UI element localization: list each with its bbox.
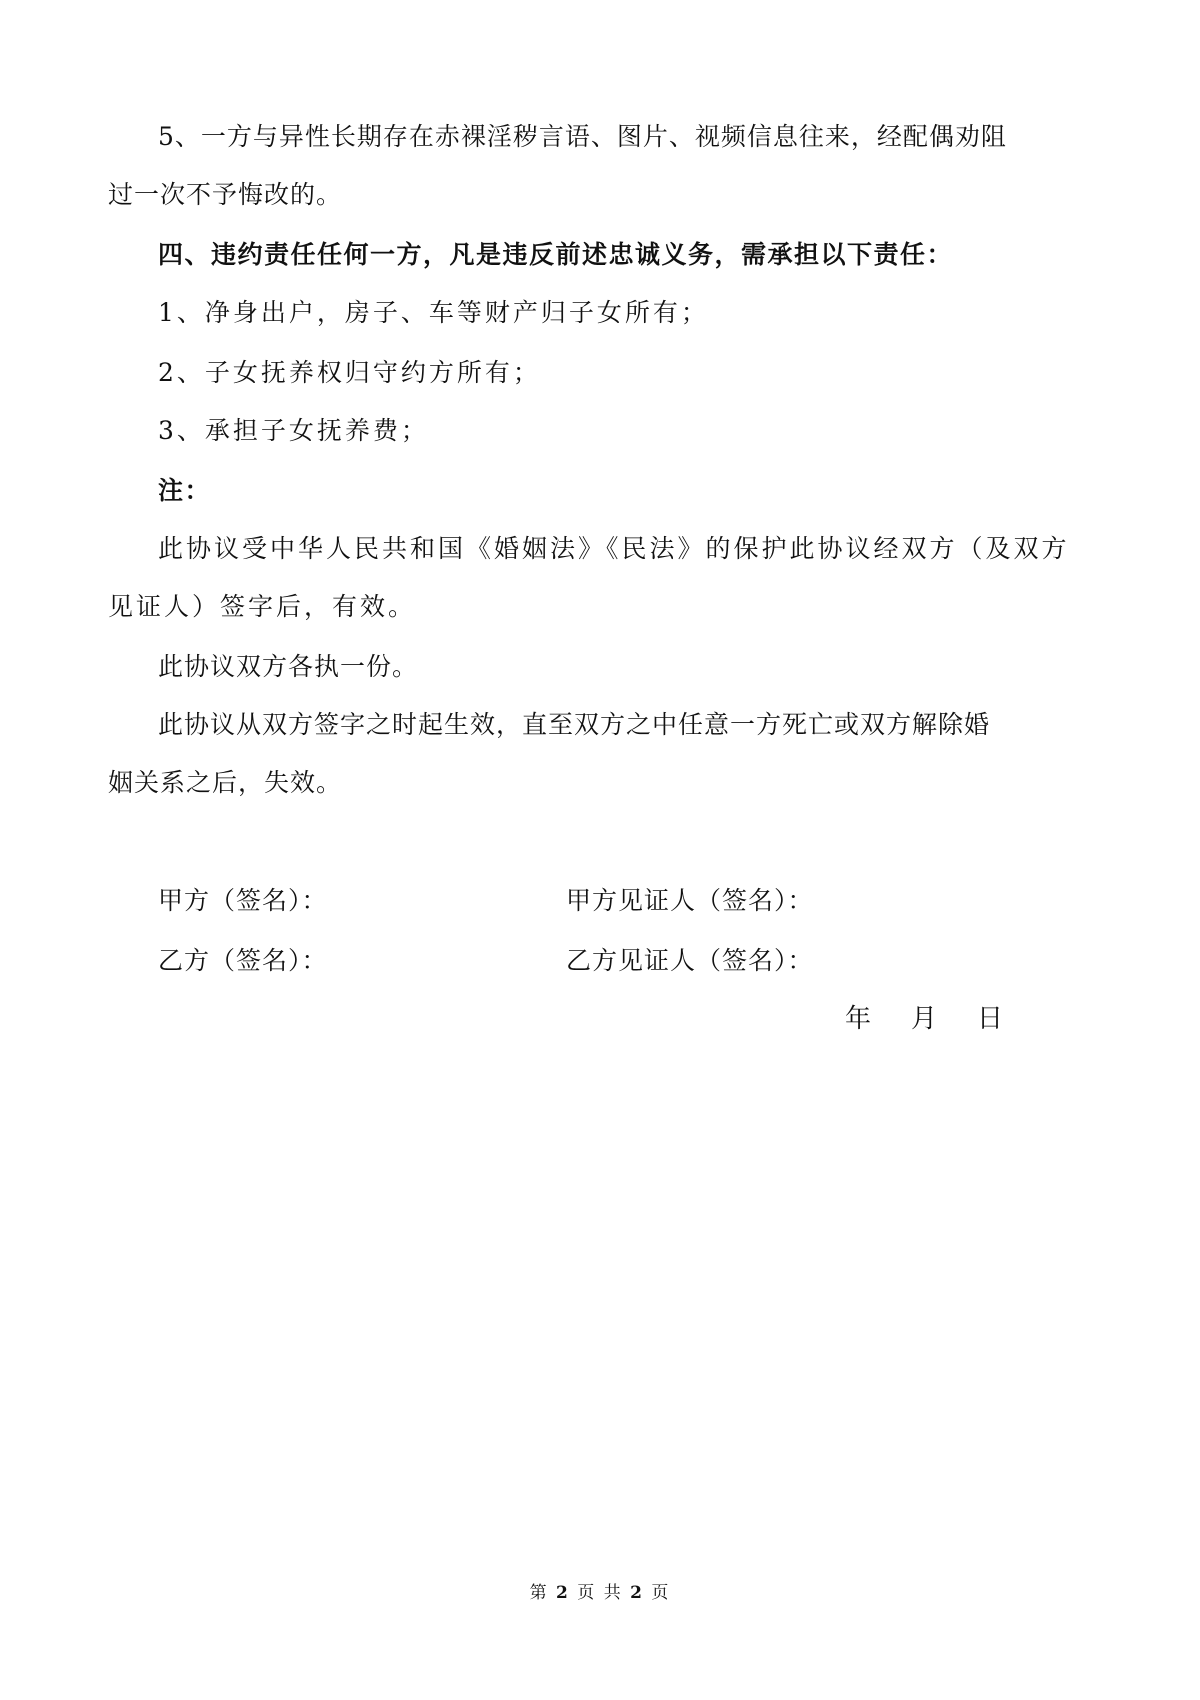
footer-middle: 页 共 [577, 1583, 623, 1603]
party-b-signature-label: 乙方（签名）： [158, 946, 328, 975]
date-day-label: 日 [977, 1004, 1004, 1034]
note-para-1-line-2: 见证人）签字后，有效。 [108, 592, 417, 621]
note-heading: 注： [158, 476, 212, 505]
note-para-2: 此协议双方各执一份。 [158, 652, 419, 681]
party-a-witness-signature-label: 甲方见证人（签名）： [566, 886, 814, 915]
note-para-1-line-1: 此协议受中华人民共和国《婚姻法》《民法》的保护此协议经双方（及双方 [158, 534, 1070, 563]
footer-prefix: 第 [529, 1583, 549, 1603]
clause-5-line-1: 5、一方与异性长期存在赤裸淫秽言语、图片、视频信息往来，经配偶劝阻 [158, 122, 1007, 151]
liability-item-1: 1、净身出户，房子、车等财产归子女所有； [158, 298, 709, 327]
clause-5-line-2: 过一次不予悔改的。 [108, 180, 343, 209]
date-month-label: 月 [911, 1004, 938, 1034]
footer-suffix: 页 [651, 1583, 671, 1603]
note-para-3-line-1: 此协议从双方签字之时起生效，直至双方之中任意一方死亡或双方解除婚 [158, 710, 991, 739]
date-year-label: 年 [845, 1004, 872, 1034]
party-a-signature-label: 甲方（签名）： [158, 886, 328, 915]
party-b-witness-signature-label: 乙方见证人（签名）： [566, 946, 814, 975]
liability-item-3: 3、承担子女抚养费； [158, 416, 429, 445]
section-4-heading: 四、违约责任任何一方，凡是违反前述忠诚义务，需承担以下责任： [158, 240, 954, 269]
footer-page-number: 2 [556, 1583, 570, 1603]
footer-total-pages: 2 [630, 1583, 644, 1603]
note-para-3-line-2: 姻关系之后，失效。 [108, 768, 343, 797]
liability-item-2: 2、子女抚养权归守约方所有； [158, 358, 541, 387]
page-footer [0, 1578, 1200, 1603]
